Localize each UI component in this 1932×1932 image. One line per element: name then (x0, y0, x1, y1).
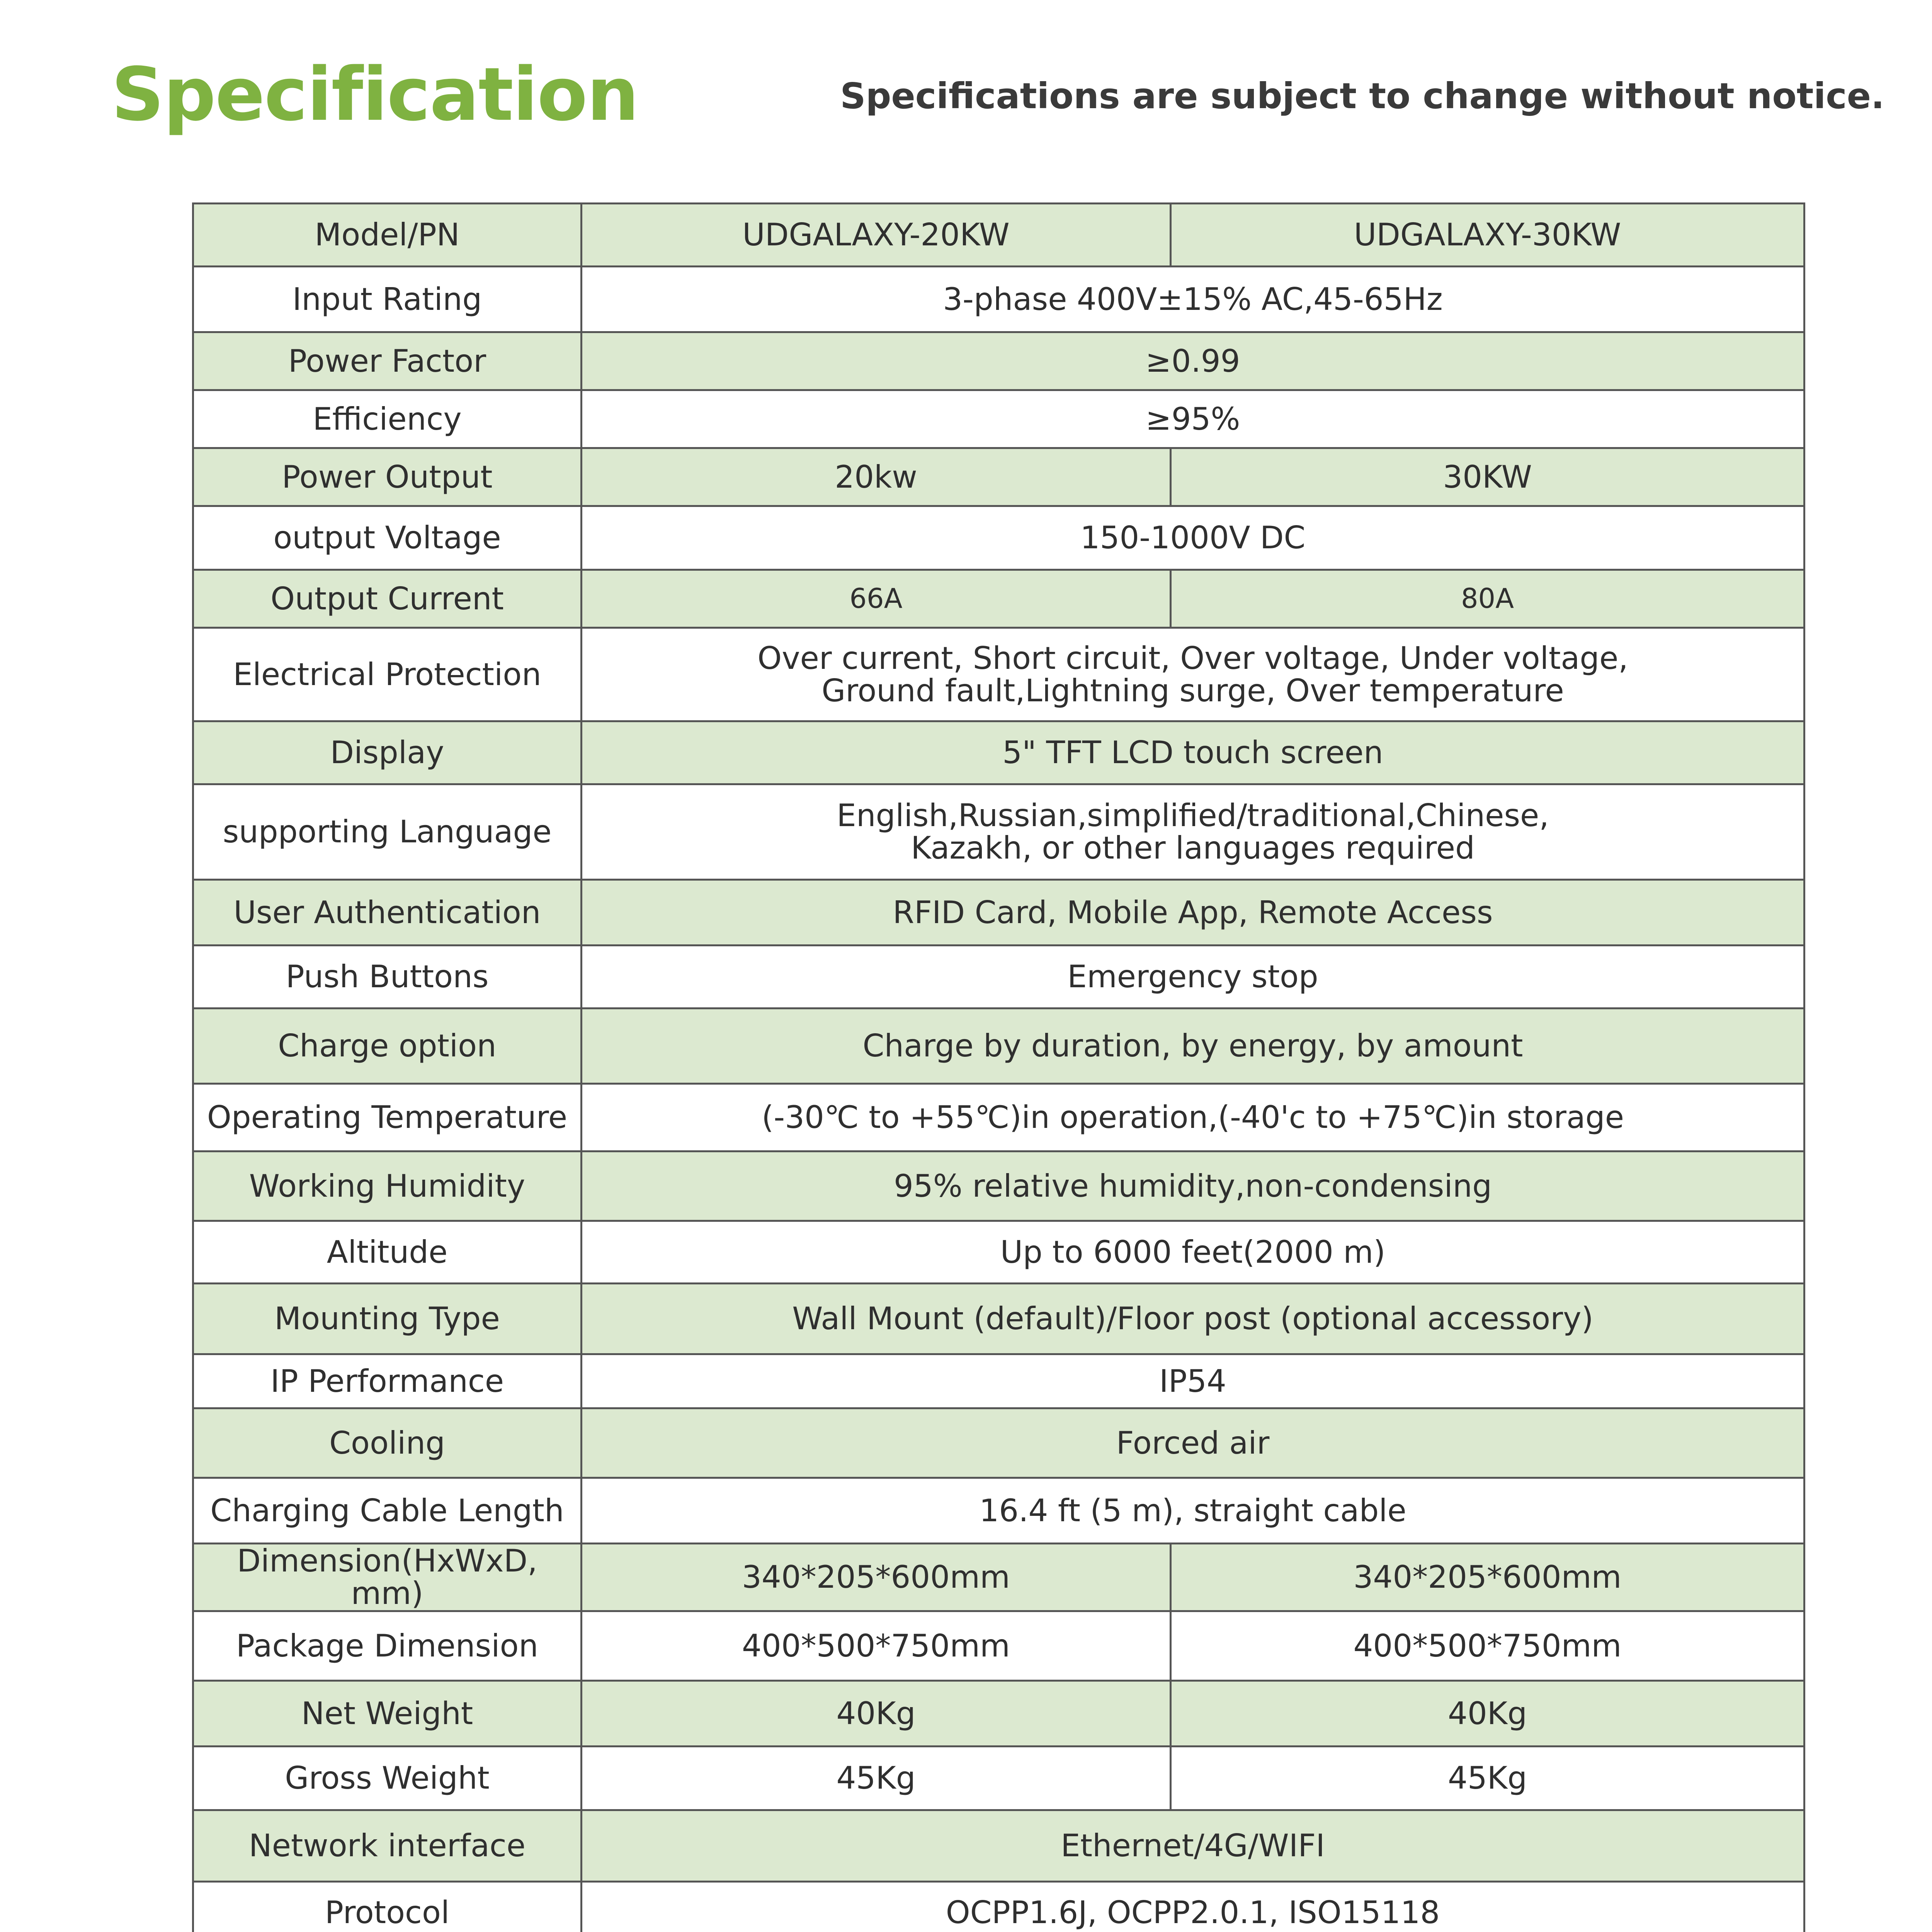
row-value: 95% relative humidity,non-condensing (582, 1151, 1804, 1221)
row-label: Charge option (193, 1009, 582, 1084)
header-label: Model/PN (193, 204, 582, 267)
row-value: 5" TFT LCD touch screen (582, 721, 1804, 784)
table-row (193, 1084, 1804, 1151)
row-label: Cooling (193, 1408, 582, 1478)
table-row (193, 784, 1804, 880)
row-label: User Authentication (193, 880, 582, 946)
row-label: Power Factor (193, 332, 582, 390)
row-value: ≥0.99 (582, 332, 1804, 390)
table-row (193, 1681, 1804, 1747)
table-row (193, 1284, 1804, 1354)
row-value: (-30℃ to +55℃)in operation,(-40'c to +75℃)in storage (582, 1084, 1804, 1151)
table-row (193, 1882, 1804, 1932)
spec-table (192, 202, 1805, 1932)
row-value: 3-phase 400V±15% AC,45-65Hz (582, 267, 1804, 332)
row-label: Output Current (193, 570, 582, 628)
row-label: Altitude (193, 1221, 582, 1284)
row-label: Dimension(HxWxD, mm) (193, 1544, 582, 1611)
row-label: Efficiency (193, 390, 582, 448)
row-value: Forced air (582, 1408, 1804, 1478)
row-value: Up to 6000 feet(2000 m) (582, 1221, 1804, 1284)
header-model-20kw: UDGALAXY-20KW (582, 204, 1171, 267)
row-value-20kw: 340*205*600mm (582, 1544, 1171, 1611)
row-value-20kw: 45Kg (582, 1747, 1171, 1810)
row-label: Push Buttons (193, 946, 582, 1009)
row-value: Emergency stop (582, 946, 1804, 1009)
table-row (193, 1408, 1804, 1478)
row-value-20kw: 20kw (582, 448, 1171, 506)
row-value-30kw: 80A (1171, 570, 1804, 628)
table-row (193, 506, 1804, 570)
table-row (193, 721, 1804, 784)
row-value-30kw: 45Kg (1171, 1747, 1804, 1810)
row-label: Working Humidity (193, 1151, 582, 1221)
table-row (193, 1810, 1804, 1882)
spec-disclaimer: Specifications are subject to change without notice. (840, 75, 1884, 117)
row-value-30kw: 340*205*600mm (1171, 1544, 1804, 1611)
row-value-20kw: 400*500*750mm (582, 1611, 1171, 1681)
table-row (193, 448, 1804, 506)
table-row (193, 332, 1804, 390)
table-header-row (193, 204, 1804, 267)
table-row (193, 880, 1804, 946)
table-row (193, 1221, 1804, 1284)
spec-title: Specification (111, 52, 638, 137)
row-label: Charging Cable Length (193, 1478, 582, 1544)
table-row (193, 1544, 1804, 1611)
row-label: IP Performance (193, 1354, 582, 1408)
row-value-20kw: 66A (582, 570, 1171, 628)
row-label: Protocol (193, 1882, 582, 1932)
row-value-30kw: 30KW (1171, 448, 1804, 506)
row-label: supporting Language (193, 784, 582, 880)
row-label: Power Output (193, 448, 582, 506)
table-row (193, 628, 1804, 721)
row-value-20kw: 40Kg (582, 1681, 1171, 1747)
row-label: Net Weight (193, 1681, 582, 1747)
table-row (193, 390, 1804, 448)
table-row (193, 1151, 1804, 1221)
row-value: ≥95% (582, 390, 1804, 448)
row-value: OCPP1.6J, OCPP2.0.1, ISO15118 (582, 1882, 1804, 1932)
row-label: Display (193, 721, 582, 784)
table-row (193, 946, 1804, 1009)
row-label: Input Rating (193, 267, 582, 332)
table-row (193, 1611, 1804, 1681)
table-row (193, 1478, 1804, 1544)
row-value: Charge by duration, by energy, by amount (582, 1009, 1804, 1084)
row-label: Package Dimension (193, 1611, 582, 1681)
table-row (193, 1009, 1804, 1084)
row-value-30kw: 40Kg (1171, 1681, 1804, 1747)
row-label: output Voltage (193, 506, 582, 570)
row-value: Wall Mount (default)/Floor post (optional accessory) (582, 1284, 1804, 1354)
table-row (193, 267, 1804, 332)
row-value: English,Russian,simplified/traditional,Chinese, Kazakh, or other languages required (582, 784, 1804, 880)
row-value: RFID Card, Mobile App, Remote Access (582, 880, 1804, 946)
row-value-30kw: 400*500*750mm (1171, 1611, 1804, 1681)
table-row (193, 1354, 1804, 1408)
row-value: 16.4 ft (5 m), straight cable (582, 1478, 1804, 1544)
row-value: Over current, Short circuit, Over voltage, Under voltage, Ground fault,Lightning surge, Over temperature (582, 628, 1804, 721)
table-row (193, 1747, 1804, 1810)
table-row (193, 570, 1804, 628)
row-value: IP54 (582, 1354, 1804, 1408)
row-label: Operating Temperature (193, 1084, 582, 1151)
row-label: Mounting Type (193, 1284, 582, 1354)
header-model-30kw: UDGALAXY-30KW (1171, 204, 1804, 267)
row-label: Network interface (193, 1810, 582, 1882)
row-label: Electrical Protection (193, 628, 582, 721)
row-label: Gross Weight (193, 1747, 582, 1810)
row-value: 150-1000V DC (582, 506, 1804, 570)
row-value: Ethernet/4G/WIFI (582, 1810, 1804, 1882)
